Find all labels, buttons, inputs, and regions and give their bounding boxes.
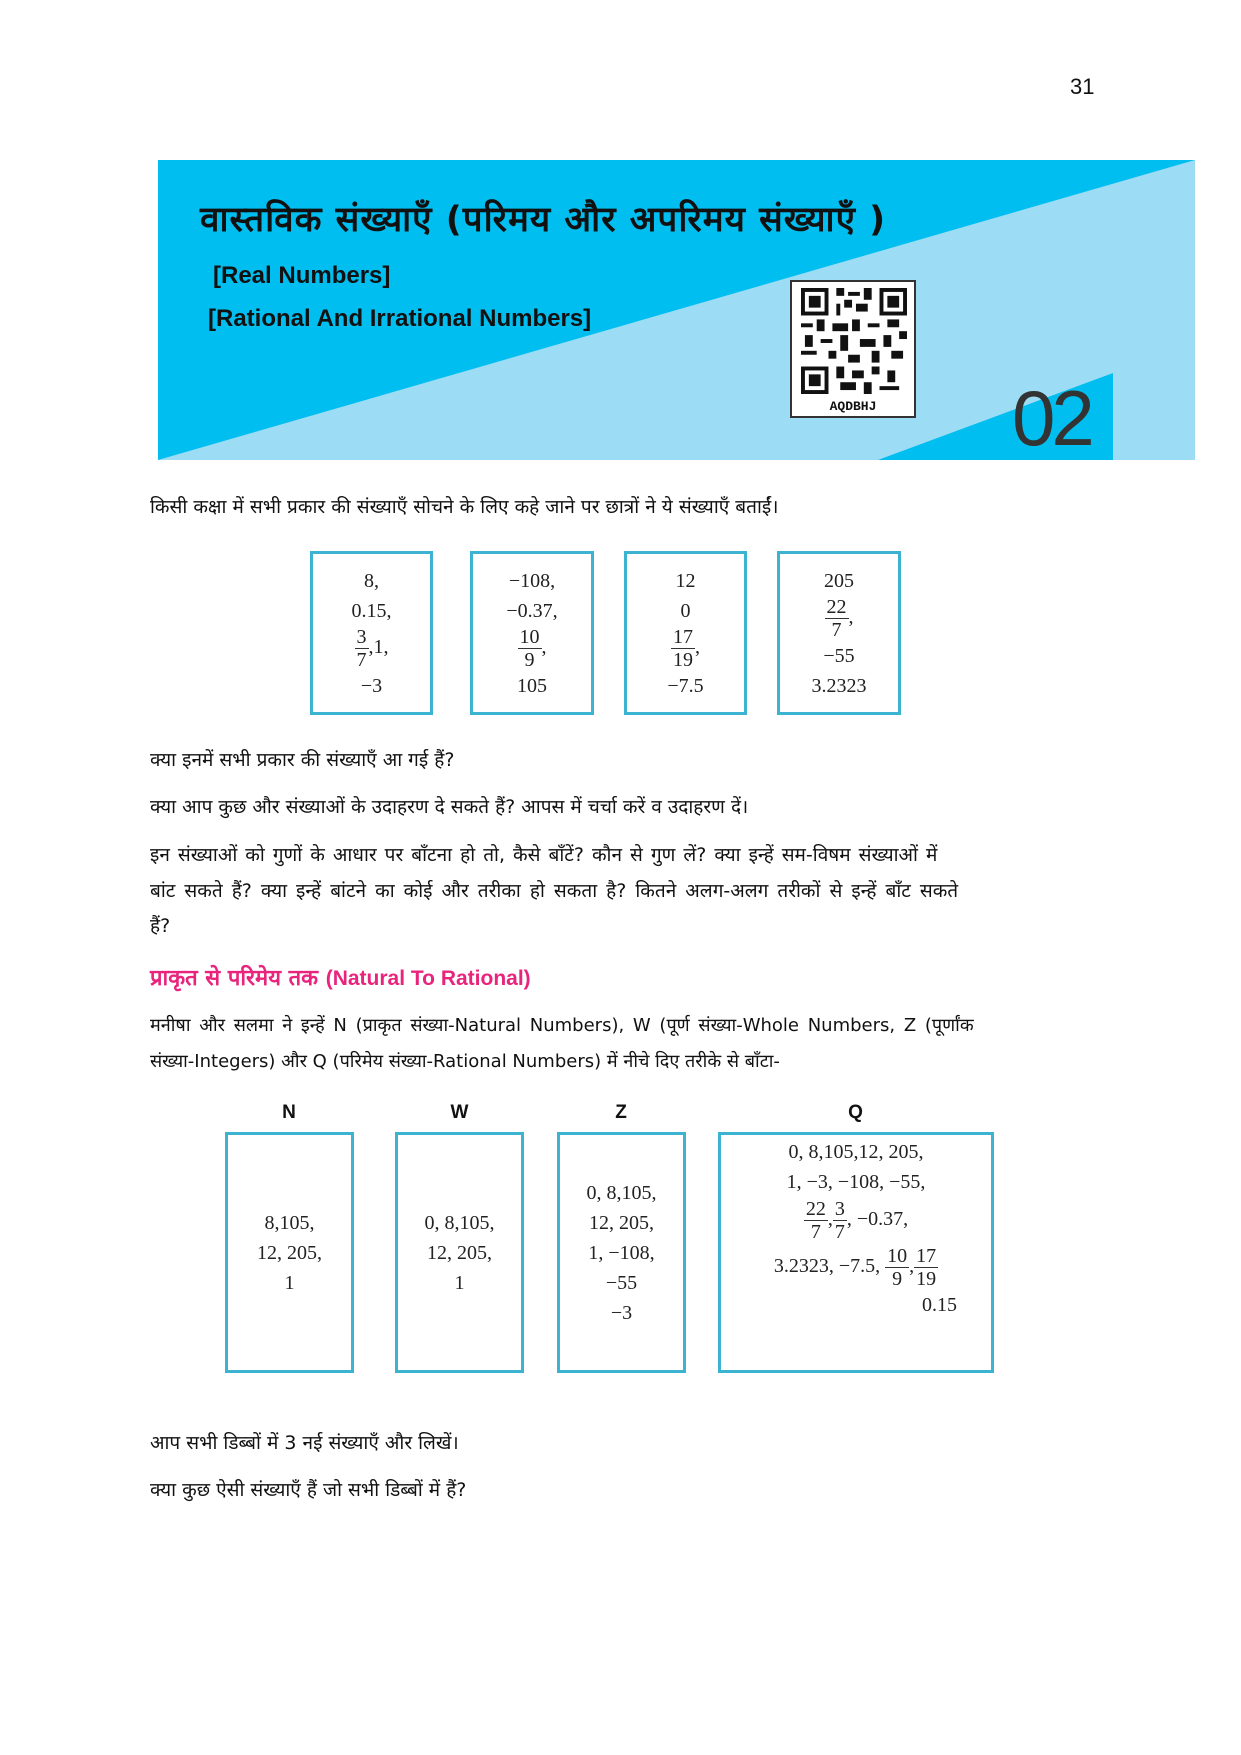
set-box-z xyxy=(557,1132,686,1373)
set-label-w: W xyxy=(450,1102,469,1123)
box-line: 0.15, xyxy=(351,599,392,622)
box-line: 1 xyxy=(454,1271,465,1294)
closing-line-1: आप सभी डिब्बों में 3 नई संख्याएँ और लिखें। xyxy=(150,1432,459,1454)
box-line: −0.37, xyxy=(506,599,558,622)
box-line: 0, 8,105,12, 205, xyxy=(788,1141,924,1163)
qr-code-label: AQDBHJ xyxy=(829,399,877,414)
box-line: 1, −108, xyxy=(588,1241,655,1264)
box-line: 8,105, xyxy=(264,1211,315,1234)
box-line: 205 xyxy=(824,569,854,592)
box-line: −55 xyxy=(605,1271,638,1294)
box-line: 0 xyxy=(680,599,691,622)
set-box-w xyxy=(395,1132,524,1373)
section-heading-hindi: प्राकृत से परिमेय तक xyxy=(150,966,319,991)
box-line: 0.15 xyxy=(922,1293,957,1316)
box-line: 12, 205, xyxy=(427,1241,492,1264)
section-heading xyxy=(150,962,531,992)
set-label-q: Q xyxy=(848,1102,863,1123)
student-box-3 xyxy=(624,551,747,715)
box-line: 1, −3, −108, −55, xyxy=(786,1171,926,1193)
box-line: 12 xyxy=(675,569,696,592)
question-3-line-2: बांट सकते हैं? क्या इन्हें बांटने का कोई और तरीका हो सकता है? कितने अलग-अलग तरीकों से इन्हें बाँट सकते xyxy=(150,880,959,902)
set-box-q xyxy=(718,1132,994,1373)
box-line: 12, 205, xyxy=(589,1211,654,1234)
box-line: −55 xyxy=(823,644,855,667)
box-line: $\frac{17}{19}$ , xyxy=(673,625,700,671)
qr-code[interactable] xyxy=(790,280,916,418)
section-heading-english: (Natural To Rational) xyxy=(325,967,531,990)
section-paragraph-line-2: संख्या-Integers) और Q (परिमेय संख्या-Rational Numbers) में नीचे दिए तरीके से बाँटा- xyxy=(150,1051,780,1072)
box-line: $\frac{3}{7}$ ,1, xyxy=(356,625,389,671)
student-box-4 xyxy=(777,551,901,715)
box-line: 12, 205, xyxy=(257,1241,322,1264)
box-line: 0, 8,105, xyxy=(424,1211,495,1234)
page-number: 31 xyxy=(1070,74,1095,99)
box-line: −108, xyxy=(508,569,556,592)
box-line: −3 xyxy=(610,1301,633,1324)
set-label-n: N xyxy=(282,1102,296,1123)
student-box-1 xyxy=(310,551,433,715)
question-3-line-3: हैं? xyxy=(150,915,171,937)
box-line: 1 xyxy=(284,1271,295,1294)
box-line: −7.5 xyxy=(667,674,704,697)
box-line: 3.2323, −7.5, $\frac{10}{9}$ , $\frac{17}{19}$ xyxy=(773,1244,937,1290)
chapter-subtitle-rational-irrational: [Rational And Irrational Numbers] xyxy=(208,305,592,332)
student-box-2 xyxy=(470,551,594,715)
box-line: 0, 8,105, xyxy=(586,1181,657,1204)
question-2: क्या आप कुछ और संख्याओं के उदाहरण दे सकते हैं? आपस में चर्चा करें व उदाहरण दें। xyxy=(150,796,749,818)
box-line: −3 xyxy=(360,674,383,697)
box-line: $\frac{22}{7}$ , xyxy=(826,595,854,641)
section-paragraph-line-1: मनीषा और सलमा ने इन्हें N (प्राकृत संख्या-Natural Numbers), W (पूर्ण संख्या-Whole Numbers, Z (पूर्णांक xyxy=(150,1015,974,1036)
set-box-n xyxy=(225,1132,354,1373)
box-line: $\frac{10}{9}$ , xyxy=(519,625,547,671)
chapter-title-hindi: वास्तविक संख्याएँ (परिमय और अपरिमय संख्याएँ ) xyxy=(200,200,887,240)
chapter-number: 02 xyxy=(1012,374,1091,462)
box-line: 3.2323 xyxy=(811,674,867,697)
box-line: $\frac{22}{7}$ , $\frac{3}{7}$ , −0.37, xyxy=(805,1197,909,1243)
question-1: क्या इनमें सभी प्रकार की संख्याएँ आ गई हैं? xyxy=(150,749,455,771)
box-line: 8, xyxy=(364,569,379,592)
qr-code-icon xyxy=(800,288,908,394)
box-line: 105 xyxy=(517,674,547,697)
question-3-line-1: इन संख्याओं को गुणों के आधार पर बाँटना हो तो, कैसे बाँटें? कौन से गुण लें? क्या इन्हें सम-विषम संख्याओं में xyxy=(150,844,938,866)
intro-text: किसी कक्षा में सभी प्रकार की संख्याएँ सोचने के लिए कहे जाने पर छात्रों ने ये संख्याएँ बताईं। xyxy=(150,496,779,518)
chapter-subtitle-real-numbers: [Real Numbers] xyxy=(213,262,391,289)
closing-line-2: क्या कुछ ऐसी संख्याएँ हैं जो सभी डिब्बों में हैं? xyxy=(150,1479,467,1501)
set-label-z: Z xyxy=(615,1102,627,1123)
